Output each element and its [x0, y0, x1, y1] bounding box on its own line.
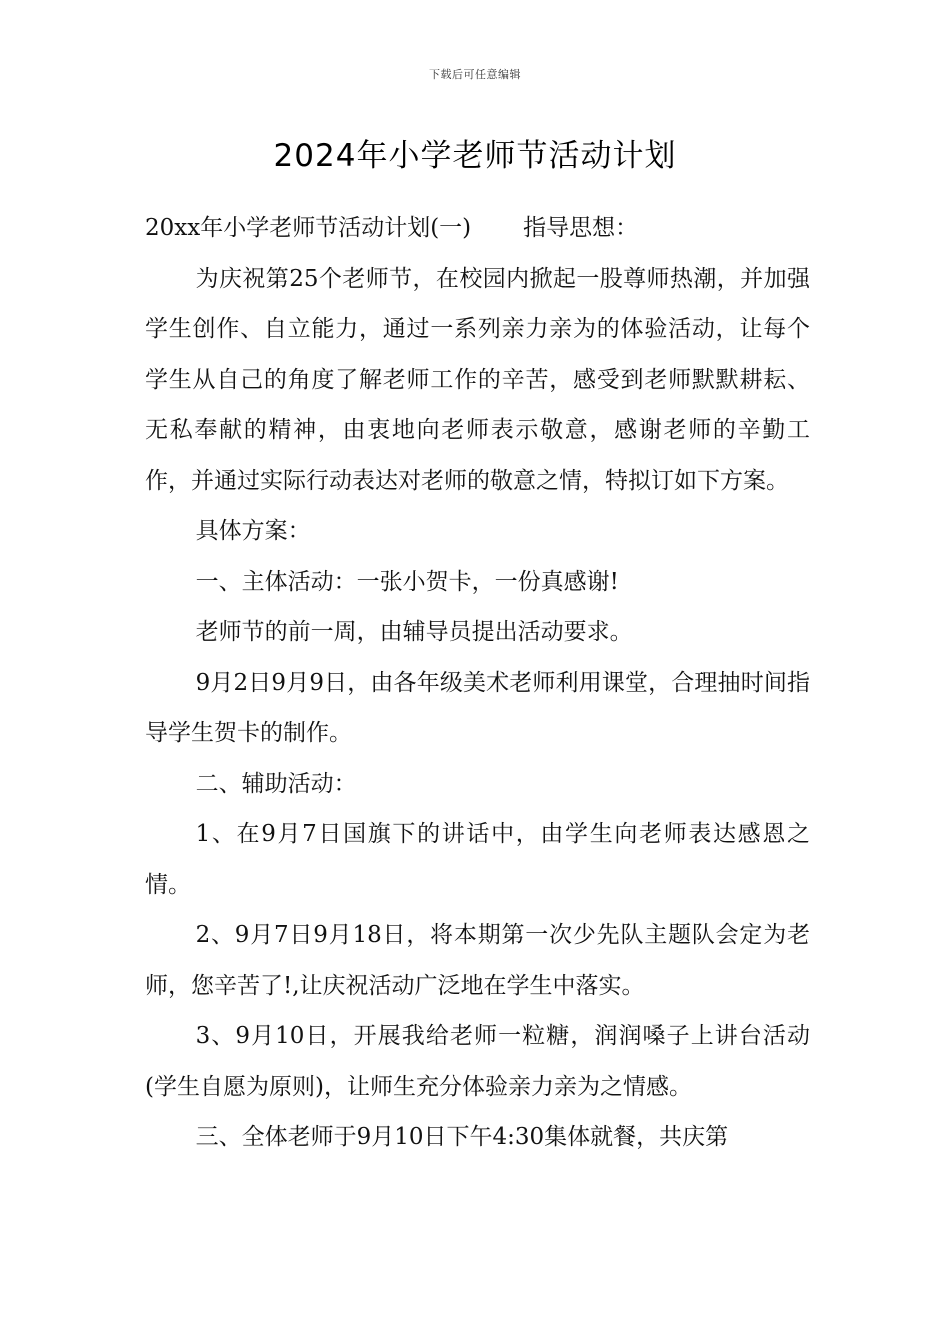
paragraph-aux-heading: 二、辅助活动：	[195, 770, 357, 797]
paragraph-plan-heading: 具体方案：	[195, 518, 311, 544]
paragraph-card-making: 9月2日9月9日，由各年级美术老师利用课堂，合理抽时间指导学生贺卡的制作。	[145, 669, 810, 746]
subtitle-line	[145, 203, 810, 254]
document-body	[145, 203, 810, 1163]
paragraph-aux-item-1: 1、在9月7日国旗下的讲话中，由学生向老师表达感恩之情。	[145, 821, 810, 898]
plan-subtitle: 20xx年小学老师节活动计划(一)	[145, 215, 472, 241]
paragraph-intro: 为庆祝第25个老师节，在校园内掀起一股尊师热潮，并加强学生创作、自立能力，通过一系列亲力亲为的体验活动，让每个学生从自己的角度了解老师工作的辛苦，感受到老师默默耕耘、无私奉献的精神，由衷地向老师表示敬意，感谢老师的辛勤工作，并通过实际行动表达对老师的敬意之情，特拟订如下方案。	[145, 265, 810, 494]
guide-label: 指导思想：	[523, 215, 639, 241]
paragraph-dinner: 三、全体老师于9月10日下午4:30集体就餐，共庆第	[195, 1124, 729, 1150]
header-note: 下载后可任意编辑	[429, 68, 521, 81]
paragraph-aux-item-3: 3、9月10日，开展我给老师一粒糖，润润嗓子上讲台活动(学生自愿为原则)，让师生充分体验亲力亲为之情感。	[145, 1023, 810, 1100]
paragraph-main-activity: 一、主体活动：一张小贺卡，一份真感谢!	[195, 568, 619, 595]
paragraph-aux-item-2: 2、9月7日9月18日，将本期第一次少先队主题队会定为老师，您辛苦了!,让庆祝活动广泛地在学生中落实。	[145, 922, 810, 999]
document-title: 2024年小学老师节活动计划	[273, 138, 677, 174]
paragraph-week-before: 老师节的前一周，由辅导员提出活动要求。	[195, 619, 633, 645]
